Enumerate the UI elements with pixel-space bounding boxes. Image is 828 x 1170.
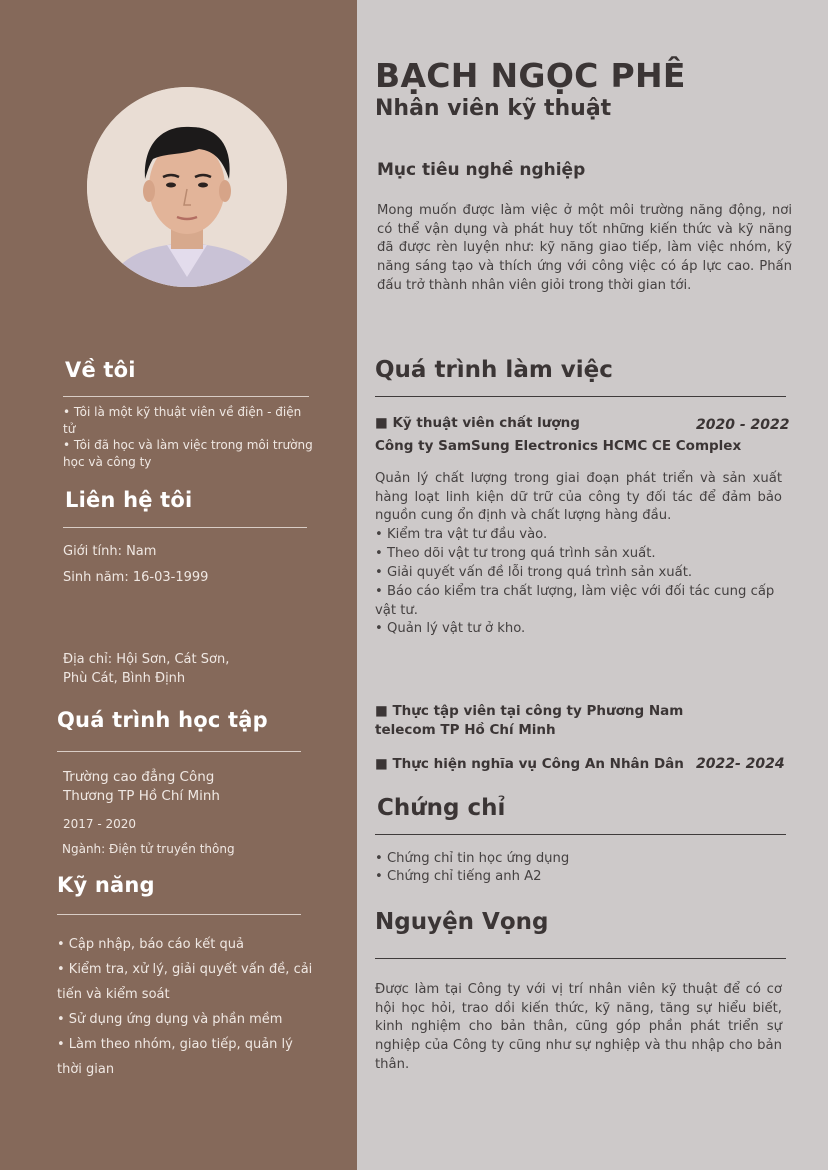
- certificate-item: • Chứng chỉ tin học ứng dụng: [375, 851, 570, 866]
- contact-birth: Sinh năm: 16-03-1999: [63, 570, 209, 585]
- aspiration-heading: Nguyện Vọng: [375, 909, 549, 935]
- job1-bullet: • Báo cáo kiểm tra chất lượng, làm việc với đối tác cung cấp vật tư.: [375, 584, 775, 618]
- education-heading: Quá trình học tập: [57, 708, 268, 732]
- skill-item: • Làm theo nhóm, giao tiếp, quản lý: [57, 1037, 293, 1052]
- certificates-heading: Chứng chỉ: [377, 795, 506, 821]
- skills-heading: Kỹ năng: [57, 873, 155, 897]
- job1-company: Công ty SamSung Electronics HCMC CE Complex: [375, 438, 742, 454]
- job1-bullet: • Quản lý vật tư ở kho.: [375, 621, 526, 636]
- job2-title-line1: ■ Thực tập viên tại công ty Phương Nam: [375, 703, 684, 719]
- skills-divider: [57, 914, 301, 915]
- aspiration-text: Được làm tại Công ty với vị trí nhân viên kỹ thuật để có cơ hội học hỏi, trao dồi kiến thức, kỹ năng, tăng sự hiểu biết, kinh nghiệm cho bản thân, cũng góp phần phát triển sự nghiệp của Công ty cũng như sự nghiệp và thu nhập cho bản thân.: [375, 982, 782, 1072]
- experience-divider: [375, 396, 786, 397]
- skill-item: • Sử dụng ứng dụng và phần mềm: [57, 1012, 283, 1027]
- job3-title: ■ Thực hiện nghĩa vụ Công An Nhân Dân: [375, 756, 684, 772]
- skill-item: tiến và kiểm soát: [57, 987, 170, 1002]
- main-content: [357, 0, 828, 1170]
- about-divider: [63, 396, 309, 397]
- profile-title: Nhân viên kỹ thuật: [375, 96, 612, 121]
- job1-bullet: • Giải quyết vấn đề lỗi trong quá trình sản xuất.: [375, 565, 693, 580]
- about-item: • Tôi là một kỹ thuật viên về điện - điện tử: [63, 405, 302, 436]
- education-school-line1: Trường cao đẳng Công: [63, 769, 215, 785]
- profile-photo: [87, 87, 287, 287]
- contact-divider: [63, 527, 307, 528]
- education-school-line2: Thương TP Hồ Chí Minh: [63, 788, 220, 804]
- job1-bullet: • Kiểm tra vật tư đầu vào.: [375, 527, 548, 542]
- objective-heading: Mục tiêu nghề nghiệp: [377, 160, 586, 180]
- education-years: 2017 - 2020: [63, 817, 137, 831]
- contact-heading: Liên hệ tôi: [65, 488, 193, 512]
- skill-item: • Kiểm tra, xử lý, giải quyết vấn đề, cải: [57, 962, 313, 977]
- about-heading: Về tôi: [65, 358, 136, 382]
- education-divider: [57, 751, 301, 752]
- job2-title-line2: telecom TP Hồ Chí Minh: [375, 722, 556, 738]
- sidebar: [0, 0, 357, 1170]
- certificate-item: • Chứng chỉ tiếng anh A2: [375, 869, 542, 884]
- job1-description: Quản lý chất lượng trong giai đoạn phát triển và sản xuất hàng loạt linh kiện dữ trữ của công ty đối tác để đảm bảo nguồn cung ổn định và chất lượng hàng đầu.: [375, 471, 782, 524]
- experience-heading: Quá trình làm việc: [375, 357, 613, 383]
- job1-title: ■ Kỹ thuật viên chất lượng: [375, 415, 580, 431]
- job3-years: 2022- 2024: [696, 756, 785, 772]
- education-major: Ngành: Điện tử truyền thông: [62, 842, 235, 856]
- portrait-image: [87, 87, 287, 287]
- skill-item: • Cập nhập, báo cáo kết quả: [57, 937, 244, 952]
- certificates-divider: [375, 834, 786, 835]
- skill-item: thời gian: [57, 1062, 115, 1077]
- job1-years: 2020 - 2022: [696, 417, 790, 433]
- objective-text: Mong muốn được làm việc ở một môi trường năng động, nơi có thể vận dụng và phát huy tốt những kiến thức và kỹ năng đã được rèn luyện như: kỹ năng giao tiếp, làm việc nhóm, kỹ năng sáng tạo và thích ứng với công việc có áp lực cao. Phấn đấu trở thành nhân viên giỏi trong thời gian tới.: [377, 203, 792, 293]
- contact-address-line1: Địa chỉ: Hội Sơn, Cát Sơn,: [63, 652, 230, 667]
- contact-gender: Giới tính: Nam: [63, 544, 157, 559]
- about-item: • Tôi đã học và làm việc trong môi trường học và công ty: [63, 438, 313, 469]
- profile-name: BẠCH NGỌC PHÊ: [375, 56, 686, 95]
- contact-address-line2: Phù Cát, Bình Định: [63, 671, 186, 686]
- aspiration-divider: [375, 958, 786, 959]
- job1-bullet: • Theo dõi vật tư trong quá trình sản xuất.: [375, 546, 656, 561]
